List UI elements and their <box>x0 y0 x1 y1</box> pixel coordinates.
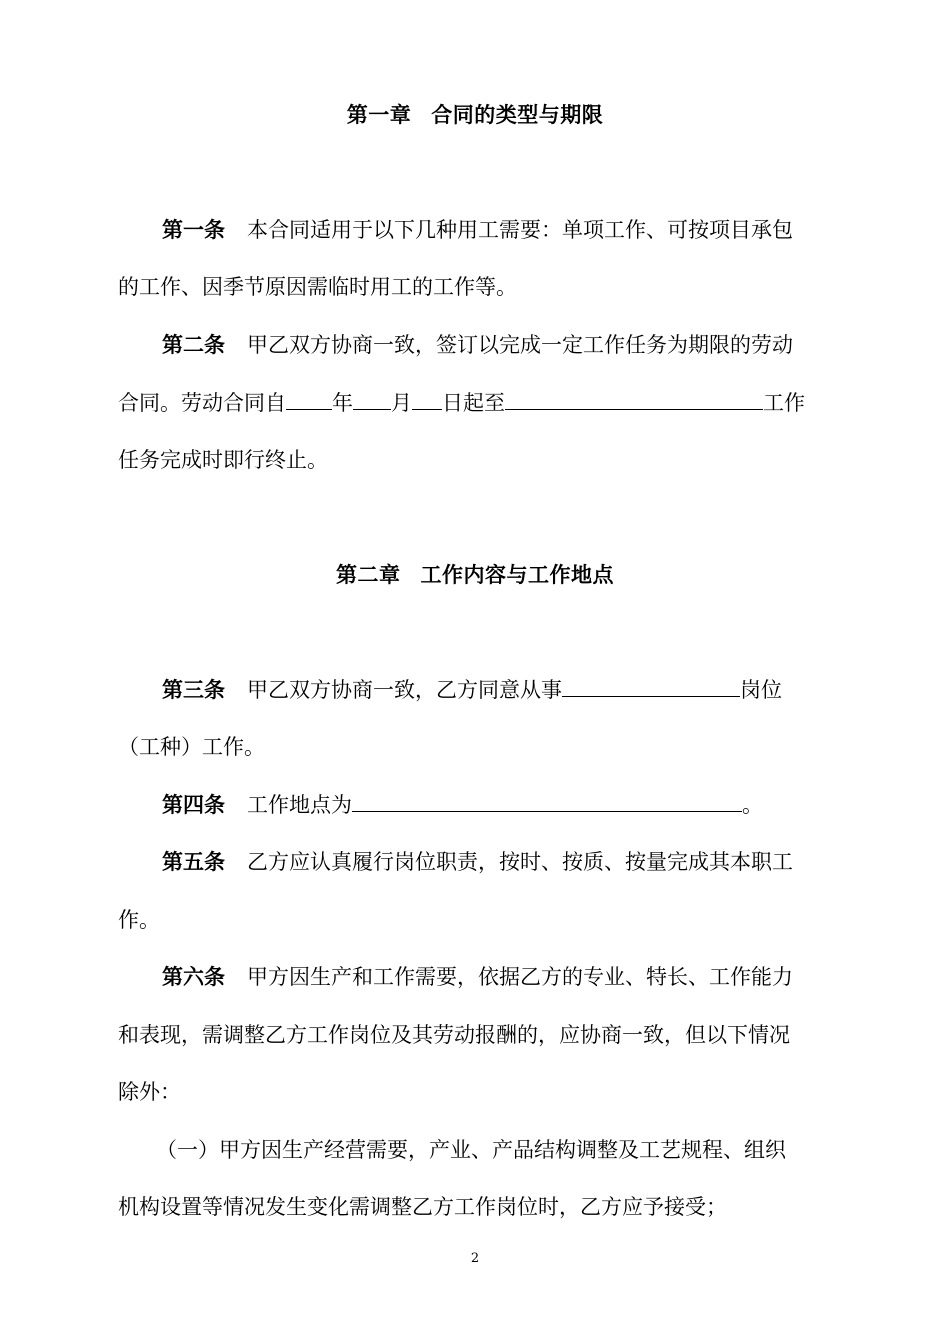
article-2-line-1 <box>162 329 882 359</box>
article-1-text-1: 本合同适用于以下几种用工需要：单项工作、可按项目承包 <box>247 218 793 242</box>
article-5-line-2: 作。 <box>118 908 160 932</box>
article-6-line-2: 和表现，需调整乙方工作岗位及其劳动报酬的，应协商一致，但以下情况 <box>118 1023 790 1047</box>
article-6-line-1 <box>162 961 882 991</box>
end-date-blank <box>505 389 763 410</box>
article-2-day: 日起至 <box>442 391 505 415</box>
article-1-line-1 <box>162 214 882 244</box>
article-1-line-2: 的工作、因季节原因需临时用工的工作等。 <box>118 275 517 299</box>
article-5-line-1 <box>162 846 882 876</box>
article-4-text-1a: 工作地点为 <box>247 793 352 817</box>
chapter-2-title <box>0 559 950 589</box>
day-blank <box>412 389 442 410</box>
article-4-line-1 <box>162 789 882 819</box>
article-3-line-2: （工种）工作。 <box>118 735 265 759</box>
year-blank <box>286 389 332 410</box>
article-3-text-1a: 甲乙双方协商一致，乙方同意从事 <box>247 678 562 702</box>
article-3-text-1b: 岗位 <box>740 678 782 702</box>
article-4-label: 第四条 <box>162 793 225 817</box>
work-location-blank <box>352 791 742 812</box>
position-blank <box>562 676 740 697</box>
article-2-text-1: 甲乙双方协商一致，签订以完成一定工作任务为期限的劳动 <box>247 333 793 357</box>
article-6-line-3: 除外： <box>118 1080 181 1104</box>
clause-1-line-1: （一）甲方因生产经营需要，产业、产品结构调整及工艺规程、组织 <box>156 1138 786 1162</box>
article-6-text-1: 甲方因生产和工作需要，依据乙方的专业、特长、工作能力 <box>247 965 793 989</box>
chapter-1-title <box>0 99 950 129</box>
chapter-2-number: 第二章 <box>336 563 401 587</box>
article-2-text-2a: 合同。劳动合同自 <box>118 391 286 415</box>
article-2-label: 第二条 <box>162 333 225 357</box>
article-5-label: 第五条 <box>162 850 225 874</box>
month-blank <box>353 389 391 410</box>
article-3-line-1 <box>162 674 882 704</box>
chapter-1-number: 第一章 <box>346 103 412 127</box>
article-2-month: 月 <box>391 391 412 415</box>
article-4-text-1b: 。 <box>742 793 763 817</box>
article-3-label: 第三条 <box>162 678 225 702</box>
chapter-2-heading: 工作内容与工作地点 <box>420 563 614 587</box>
article-5-text-1: 乙方应认真履行岗位职责，按时、按质、按量完成其本职工 <box>247 850 793 874</box>
clause-1-line-2: 机构设置等情况发生变化需调整乙方工作岗位时，乙方应予接受； <box>118 1195 727 1219</box>
article-1-label: 第一条 <box>162 218 225 242</box>
article-2-year: 年 <box>332 391 353 415</box>
article-2-line-3: 任务完成时即行终止。 <box>118 448 328 472</box>
article-2-work: 工作 <box>763 391 805 415</box>
chapter-1-heading: 合同的类型与期限 <box>431 103 604 127</box>
article-2-line-2 <box>118 387 838 417</box>
page-number: 2 <box>470 1251 480 1266</box>
article-6-label: 第六条 <box>162 965 225 989</box>
